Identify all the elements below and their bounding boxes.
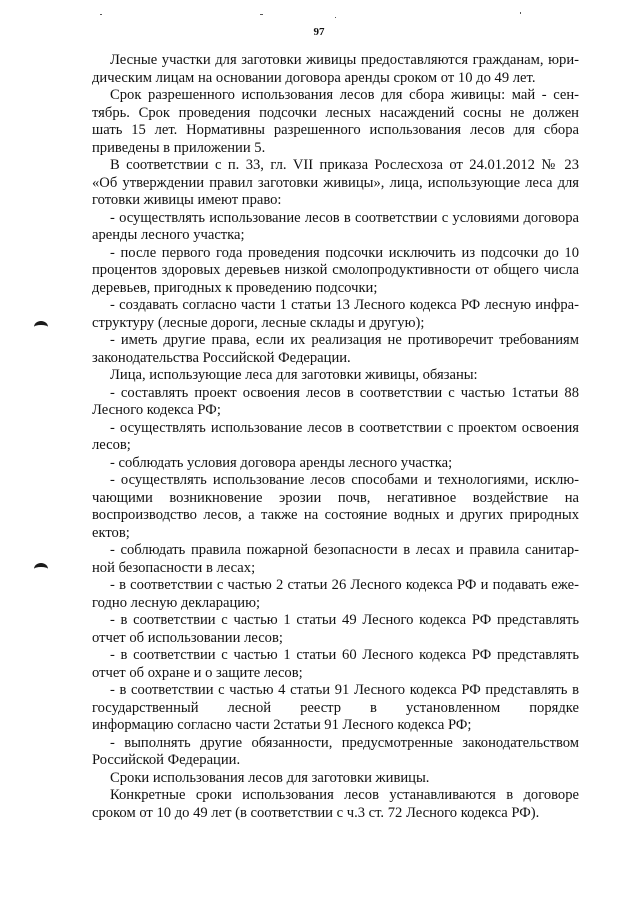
text-line: процентов здоровых деревьев низкой смолопродуктивности от общего числа (92, 262, 579, 278)
scan-speck (100, 14, 102, 15)
text-line: Российской Федерации. (92, 752, 241, 768)
text-line: сроком от 10 до 49 лет (в соответствии с ч.3 ст. 72 Лесного кодекса РФ). (92, 804, 540, 821)
text-line: воспроизводство лесов, а также на состояние водных и других природных (92, 507, 579, 523)
scan-speck (520, 12, 521, 14)
text-line: В соответствии с п. 33, гл. VII приказа Рослесхоза от 24.01.2012 № 23 (110, 157, 579, 173)
text-line: деревьев, пригодных к проведению подсочки; (92, 279, 378, 296)
text-line: - в соответствии с частью 2 статьи 26 Лесного кодекса РФ и подавать еже- (110, 577, 579, 593)
text-line: Сроки использования лесов для заготовки живицы. (110, 769, 430, 786)
text-line: законодательства Российской Федерации. (92, 349, 351, 366)
document-body (92, 52, 579, 822)
text-line: Конкретные сроки использования лесов устанавливаются в договоре (110, 787, 579, 803)
text-line: лесов; (92, 437, 131, 453)
text-line: - составлять проект освоения лесов в соответствии с частью 1статьи 88 (110, 384, 579, 401)
text-line: - иметь другие права, если их реализация не противоречит требованиям (110, 332, 579, 348)
scan-speck (260, 14, 263, 15)
text-line: годно лесную декларацию; (92, 594, 261, 611)
text-line: готовки живицы имеют право: (92, 192, 282, 208)
text-line: отчет об использовании лесов; (92, 629, 283, 646)
text-line: - осуществлять использование лесов в соответствии с условиями договора (110, 209, 579, 226)
text-line: Лица, использующие леса для заготовки живицы, обязаны: (110, 367, 478, 383)
text-line: тябрь. Срок проведения подсочки лесных насаждений сосны не должен (92, 104, 579, 121)
binder-hole-mark (34, 321, 48, 333)
text-line: государственный лесной реестр в установленном порядке (92, 699, 579, 716)
scan-speck (335, 17, 336, 18)
text-line: - в соответствии с частью 1 статьи 49 Лесного кодекса РФ представлять (110, 612, 579, 628)
text-line: чающими возникновение эрозии почв, негативное воздействие на (92, 489, 579, 506)
text-line: Лесные участки для заготовки живицы предоставляются гражданам, юри- (110, 52, 579, 68)
text-line: ной безопасности в лесах; (92, 559, 256, 576)
text-line: - соблюдать правила пожарной безопасности в лесах и правила санитар- (110, 542, 579, 558)
text-line: дическим лицам на основании договора аренды сроком от 10 до 49 лет. (92, 69, 536, 86)
text-line: структуру (лесные дороги, лесные склады и другую); (92, 314, 425, 331)
text-line: Срок разрешенного использования лесов для сбора живицы: май - сен- (110, 87, 579, 103)
text-line: аренды лесного участка; (92, 227, 245, 243)
text-line: - соблюдать условия договора аренды лесного участка; (110, 454, 453, 471)
text-line: - после первого года проведения подсочки исключить из подсочки до 10 (110, 244, 579, 261)
binder-hole-mark (34, 563, 48, 575)
text-line: «Об утверждении правил заготовки живицы», лица, использующие леса для (92, 174, 579, 191)
text-line: - выполнять другие обязанности, предусмотренные законодательством (110, 734, 579, 751)
text-line: - в соответствии с частью 4 статьи 91 Лесного кодекса РФ представлять в (110, 682, 579, 698)
text-line: Лесного кодекса РФ; (92, 402, 221, 418)
text-line: - осуществлять использование лесов способами и технологиями, исклю- (110, 472, 579, 488)
text-line: - создавать согласно части 1 статьи 13 Лесного кодекса РФ лесную инфра- (110, 297, 579, 313)
text-line: ектов; (92, 524, 130, 541)
page-number: 97 (313, 26, 325, 38)
text-line: - осуществлять использование лесов в соответствии с проектом освоения (110, 419, 579, 436)
text-line: информацию согласно части 2статьи 91 Лесного кодекса РФ; (92, 717, 472, 733)
text-line: - в соответствии с частью 1 статьи 60 Лесного кодекса РФ представлять (110, 647, 579, 663)
text-line: шать 15 лет. Нормативны разрешенного использования лесов для сбора (92, 122, 579, 138)
text-line: отчет об охране и о защите лесов; (92, 664, 303, 681)
text-line: приведены в приложении 5. (92, 139, 266, 156)
